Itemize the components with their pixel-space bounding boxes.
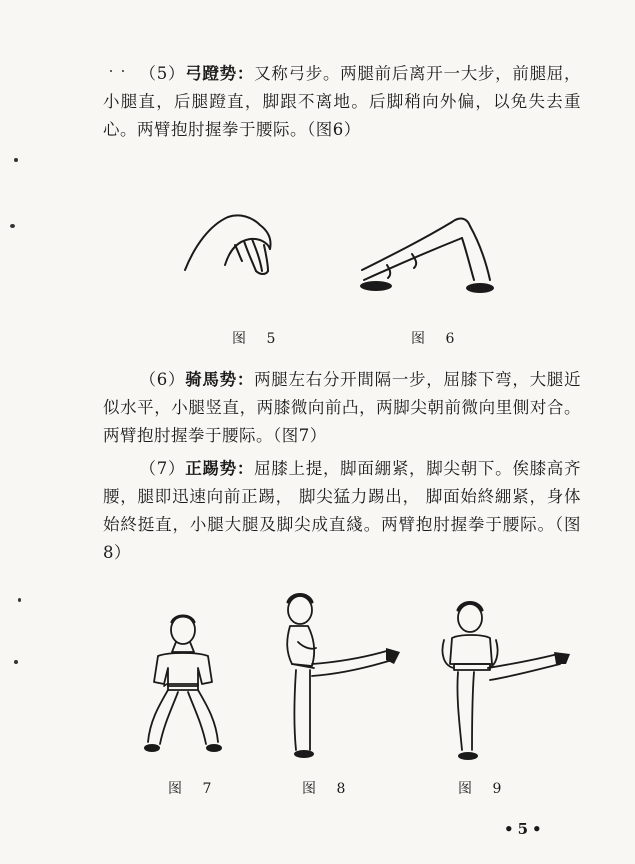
page-number-dot-left: • [504, 820, 518, 838]
paragraph-text: 屈膝上提，脚面綳紧，脚尖朝下。俟膝高齐腰，腿即迅速向前正踢， 脚尖猛力踢出， 脚面始終綳紧，身体始終挺直，小腿大腿及脚尖成直綫。两臂抱肘握拳于腰际。（图8） [103, 459, 582, 562]
paragraph-term: 弓蹬势： [185, 64, 255, 83]
paragraph-number: （5） [139, 64, 186, 83]
paragraph-qi-ma-shi [103, 366, 581, 450]
paragraph-term: 正踢势： [185, 459, 255, 478]
paragraph-zheng-ti-shi [103, 455, 581, 567]
figure-6-caption: 图 6 [411, 331, 463, 347]
figure-7-illustration [128, 612, 238, 762]
figure-6-illustration [352, 210, 502, 298]
figure-8-caption: 图 8 [302, 781, 354, 797]
paragraph-text: 两腿左右分开間隔一步，屈膝下弯，大腿近似水平，小腿竖直，两膝微向前凸，两脚尖朝前微向里側对合。两臂抱肘握拳于腰际。（图7） [103, 370, 582, 445]
page-number-value: 5 [517, 820, 533, 838]
scan-speck [10, 224, 15, 228]
paragraph-term: 骑馬势： [185, 370, 255, 389]
paragraph-number: （6） [139, 370, 186, 389]
paragraph-text: 又称弓步。两腿前后离开一大步，前腿屈，小腿直，后腿蹬直，脚跟不离地。后脚稍向外偏，以免失去重心。两臂抱肘握拳于腰际。（图6） [103, 64, 582, 139]
figure-9-illustration [432, 598, 577, 766]
figure-8-illustration [268, 590, 408, 765]
page-number [504, 820, 546, 838]
scan-speck [122, 70, 124, 72]
figure-9-caption: 图 9 [458, 781, 510, 797]
figure-5-caption: 图 5 [232, 331, 284, 347]
scan-speck [18, 598, 21, 602]
page-number-dot-right: • [532, 820, 546, 838]
paragraph-number: （7） [139, 459, 186, 478]
figure-7-caption: 图 7 [168, 781, 220, 797]
figure-5-illustration [180, 205, 290, 285]
scan-speck [14, 158, 18, 162]
scan-speck [14, 660, 18, 664]
scan-speck [110, 70, 112, 72]
paragraph-gong-deng-shi [103, 60, 581, 144]
